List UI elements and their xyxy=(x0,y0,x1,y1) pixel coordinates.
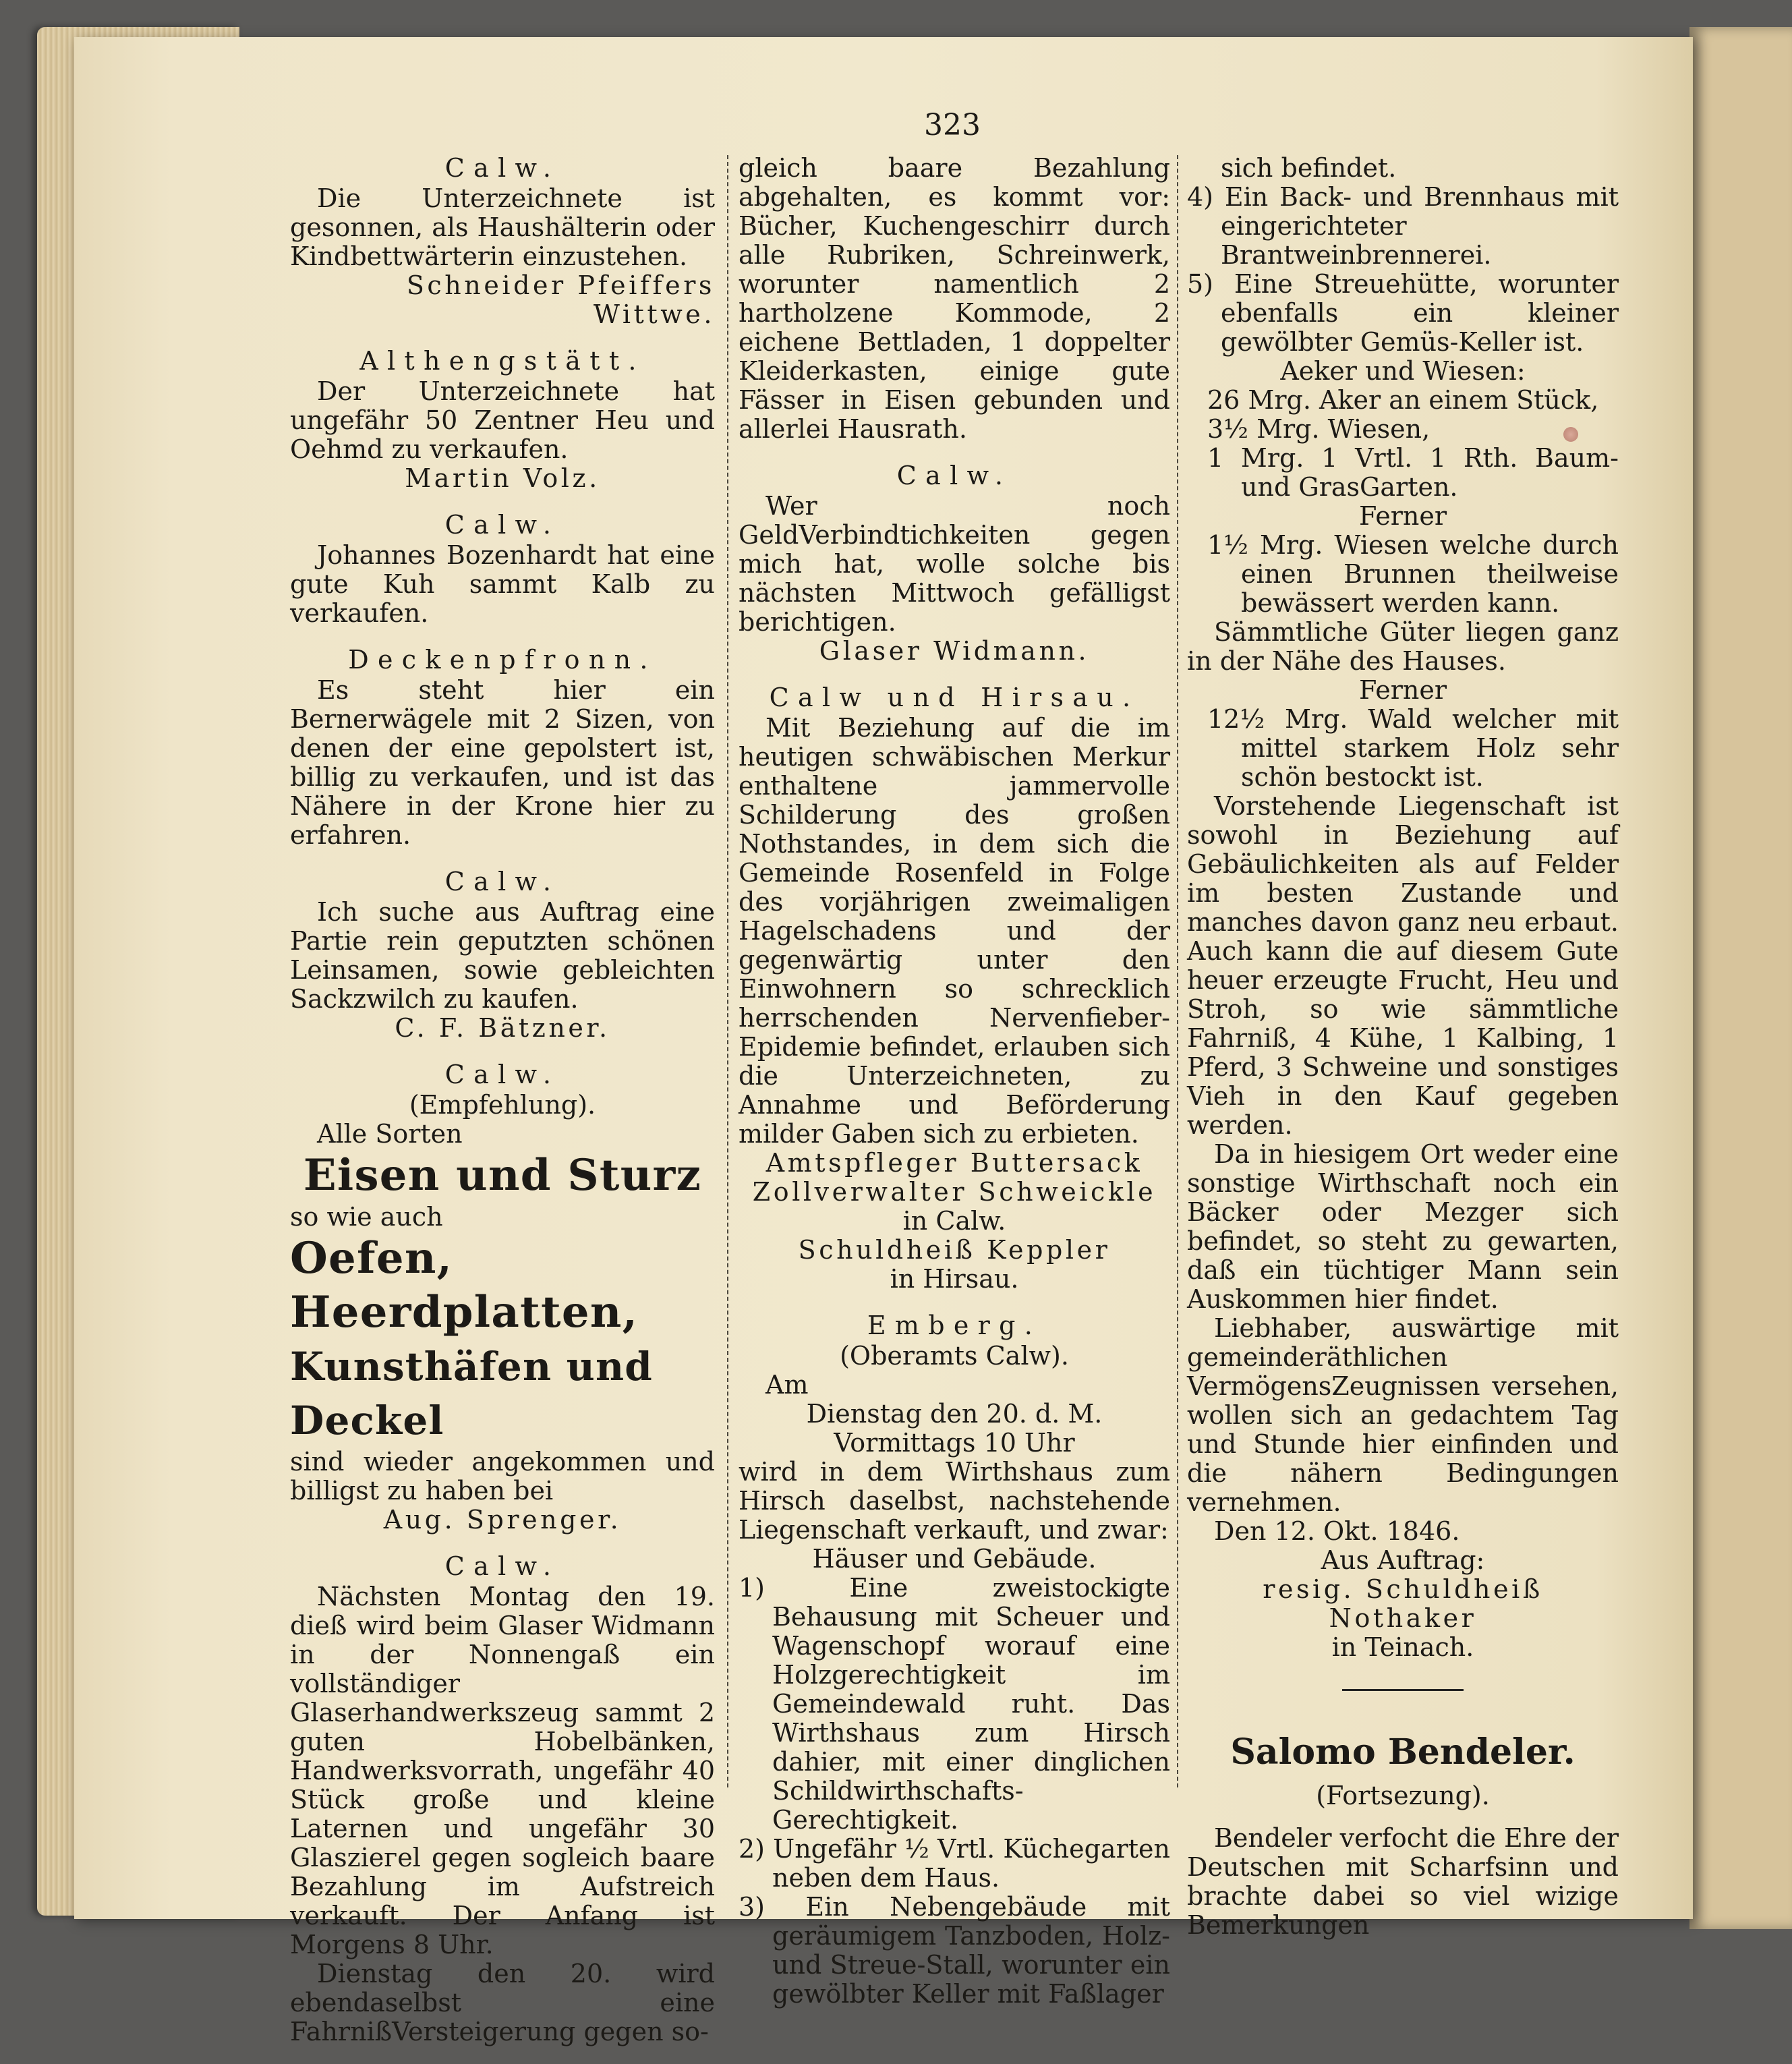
ad-text: sind wieder angekommen und billigst zu haben bei xyxy=(290,1447,715,1506)
ad-signature: C. F. Bätzner. xyxy=(395,1013,610,1043)
ad-text: Vorstehende Liegenschaft ist sowohl in Beziehung auf Gebäulichkeiten als auf Felder im besten Zustande und manches davon ganz neu erbaut. Auch kann die auf diesem Gute heuer erzeugte Frucht, Heu und Stroh, so wie sämmtliche Fahrniß, 4 Kühe, 1 Kalbing, 1 Pferd, 3 Schweine und sonstiges Vieh in den Kauf gegeben werden. xyxy=(1187,791,1619,1140)
ad-display-text: Kunsthäfen und Deckel xyxy=(290,1344,654,1443)
advertisement xyxy=(739,461,1170,666)
land-item: 12½ Mrg. Wald welcher mit mittel starkem Holz sehr schön bestockt ist. xyxy=(1207,704,1619,792)
advertisement xyxy=(290,1060,715,1535)
column-3 xyxy=(1187,154,1619,1957)
column-divider xyxy=(1177,155,1178,1787)
ad-heading: Althengstätt. xyxy=(359,346,645,376)
ad-text: gleich baare Bezahlung abgehalten, es kommt vor: Bücher, Kuchengeschirr durch alle Rubriken, Schreinwerk, worunter namentlich 2 hartholzene Kommode, 2 eichene Bettladen, 1 doppelter Kleiderkasten, einige gute Fässer in Eisen gebunden und allerlei Hausrath. xyxy=(739,153,1170,444)
ad-date: Den 12. Okt. 1846. xyxy=(1214,1516,1460,1546)
advertisement xyxy=(739,1311,1170,2009)
ad-subheading: (Oberamts Calw). xyxy=(840,1341,1069,1371)
list-item: 1) Eine zweistockigte Behausung mit Scheuer und Wagenschopf worauf eine Holzgerechtigkeit im Gemeindewald ruht. Das Wirthshaus zum Hirsch dahier, mit einer dinglichen Schildwirthschafts-Gerechtigkeit. xyxy=(739,1573,1170,1835)
list-item: 2) Ungefähr ½ Vrtl. Küchegarten neben dem Haus. xyxy=(739,1834,1170,1893)
advertisement xyxy=(290,511,715,628)
ad-text: Da in hiesigem Ort weder eine sonstige Wirthschaft noch ein Bäcker oder Mezger sich befindet, so steht zu gewarten, daß ein tüchtiger Mann sein Auskommen hier findet. xyxy=(1187,1139,1619,1314)
ad-signature: Amtspfleger Buttersack xyxy=(765,1148,1143,1178)
ad-text: Der Unterzeichnete hat ungefähr 50 Zentner Heu und Oehmd zu verkaufen. xyxy=(290,376,715,464)
ad-heading: Calw. xyxy=(444,1060,560,1089)
ad-signature: Martin Volz. xyxy=(405,463,600,493)
ad-signature-place: in Teinach. xyxy=(1331,1632,1474,1662)
ad-heading: Calw und Hirsau. xyxy=(769,683,1140,712)
advertisement xyxy=(290,154,715,329)
ad-text: Es steht hier ein Bernerwägele mit 2 Sizen, von denen der eine gepolstert ist, billig zu verkaufen, und ist das Nähere in der Krone hier zu erfahren. xyxy=(290,675,715,850)
ad-signature-intro: Aus Auftrag: xyxy=(1321,1545,1485,1575)
advertisement-continuation xyxy=(739,154,1170,444)
list-item: 3) Ein Nebengebäude mit geräumigem Tanzboden, Holz- und Streue-Stall, worunter ein gewölbter Keller mit Faßlager xyxy=(739,1892,1170,2009)
ad-signature: Schneider Pfeiffers Wittwe. xyxy=(406,270,715,329)
story-subtitle: (Fortsezung). xyxy=(1316,1781,1490,1810)
ad-text: Dienstag den 20. wird ebendaselbst eine FahrnißVersteigerung gegen so- xyxy=(290,1959,715,2046)
ad-display-text: Eisen und Sturz xyxy=(303,1150,702,1201)
ad-heading: Calw. xyxy=(444,510,560,540)
land-item: 1½ Mrg. Wiesen welche durch einen Brunnen theilweise bewässert werden kann. xyxy=(1207,530,1619,618)
feuilleton-story xyxy=(1187,1731,1619,1940)
list-item: 4) Ein Back- und Brennhaus mit eingerichteter Brantweinbrennerei. xyxy=(1187,182,1619,270)
advertisement-continuation xyxy=(1187,154,1619,1662)
land-item: 1 Mrg. 1 Vrtl. 1 Rth. Baum- und GrasGarten. xyxy=(1207,443,1619,502)
facing-page-edge xyxy=(1689,27,1792,1929)
advertisement xyxy=(290,867,715,1043)
ad-heading: Deckenpfronn. xyxy=(348,645,657,675)
list-item: 5) Eine Streuehütte, worunter ebenfalls ein kleiner gewölbter Gemüs-Keller ist. xyxy=(1187,269,1619,357)
ad-signature: Aug. Sprenger. xyxy=(383,1505,622,1535)
ad-date: Dienstag den 20. d. M. xyxy=(806,1399,1103,1429)
page-number: 323 xyxy=(924,108,981,142)
column-2 xyxy=(739,154,1170,2026)
section-divider xyxy=(1342,1689,1464,1691)
ad-section-title: Ferner xyxy=(1358,675,1447,705)
paper-stain xyxy=(1563,427,1578,442)
ad-line: so wie auch xyxy=(290,1202,443,1232)
ad-display-text: Oefen, Heerdplatten, xyxy=(290,1233,639,1338)
ad-heading: Emberg. xyxy=(867,1311,1042,1340)
ad-text: Liebhaber, auswärtige mit gemeinderäthlichen VermögensZeugnissen versehen, wollen sich an gedachtem Tag und Stunde hier einfinden und die nähern Bedingungen vernehmen. xyxy=(1187,1313,1619,1517)
advertisement xyxy=(739,683,1170,1294)
land-item: 3½ Mrg. Wiesen, xyxy=(1207,414,1430,444)
ad-signature: Schuldheiß Keppler xyxy=(798,1235,1111,1265)
story-title: Salomo Bendeler. xyxy=(1230,1731,1576,1773)
ad-text: Wer noch GeldVerbindtichkeiten gegen mich hat, wolle solche bis nächsten Mittwoch gefälligst berichtigen. xyxy=(739,491,1170,637)
ad-text: sich befindet. xyxy=(1221,153,1397,183)
ad-signature: resig. Schuldheiß Nothaker xyxy=(1263,1574,1543,1633)
ad-text: Nächsten Montag den 19. dieß wird beim Glaser Widmann in der Nonnengaß ein vollständiger Glaserhandwerkszeug sammt 2 guten Hobelbänken, Handwerksvorrath, ungefähr 40 Stück große und kleine Laternen und ungefähr 30 Glaszieгel gegen sogleich baare Bezahlung im Aufstreich verkauft. Der Anfang ist Morgens 8 Uhr. xyxy=(290,1582,715,1959)
advertisement xyxy=(290,1552,715,2046)
ad-section-title: Aeker und Wiesen: xyxy=(1280,356,1526,386)
ad-section-title: Häuser und Gebäude. xyxy=(812,1544,1097,1574)
ad-section-title: Ferner xyxy=(1358,501,1447,531)
ad-signature-place: in Hirsau. xyxy=(890,1264,1019,1294)
ad-heading: Calw. xyxy=(444,153,560,183)
ad-signature-place: in Calw. xyxy=(902,1206,1006,1236)
ad-text: Johannes Bozenhardt hat eine gute Kuh sammt Kalb zu verkaufen. xyxy=(290,540,715,628)
column-divider xyxy=(727,155,728,1787)
land-item: 26 Mrg. Aker an einem Stück, xyxy=(1207,385,1599,415)
ad-text: Sämmtliche Güter liegen ganz in der Nähe des Hauses. xyxy=(1187,617,1619,676)
story-text: Bendeler verfocht die Ehre der Deutschen mit Scharfsinn und brachte dabei so viel wizige Bemerkungen xyxy=(1187,1823,1619,1940)
ad-line: Alle Sorten xyxy=(317,1119,463,1149)
advertisement xyxy=(290,646,715,850)
ad-heading: Calw. xyxy=(896,461,1012,490)
ad-text: wird in dem Wirthshaus zum Hirsch daselbst, nachstehende Liegenschaft verkauft, und zwar: xyxy=(739,1457,1170,1545)
ad-time: Vormittags 10 Uhr xyxy=(834,1428,1075,1458)
ad-text: Mit Beziehung auf die im heutigen schwäbischen Merkur enthaltene jammervolle Schilderung des großen Nothstandes, in dem sich die Gemeinde Rosenfeld in Folge des vorjährigen zweimaligen Hagelschadens und der gegenwärtig unter den Einwohnern so schrecklich herrschenden Nervenfieber-Epidemie befindet, erlauben sich die Unterzeichneten, zu Annahme und Beförderung milder Gaben sich zu erbieten. xyxy=(739,713,1170,1149)
column-1 xyxy=(290,154,715,2064)
ad-subheading: (Empfehlung). xyxy=(409,1090,596,1120)
ad-text: Die Unterzeichnete ist gesonnen, als Haushälterin oder Kindbettwärterin einzustehen. xyxy=(290,183,715,271)
advertisement xyxy=(290,347,715,493)
ad-signature: Zollverwalter Schweickle xyxy=(752,1177,1157,1207)
ad-signature: Glaser Widmann. xyxy=(819,636,1090,666)
ad-line: Am xyxy=(765,1370,809,1400)
ad-text: Ich suche aus Auftrag eine Partie rein geputzten schönen Leinsamen, sowie gebleichten Sackzwilch zu kaufen. xyxy=(290,897,715,1014)
ad-heading: Calw. xyxy=(444,867,560,896)
ad-heading: Calw. xyxy=(444,1551,560,1581)
